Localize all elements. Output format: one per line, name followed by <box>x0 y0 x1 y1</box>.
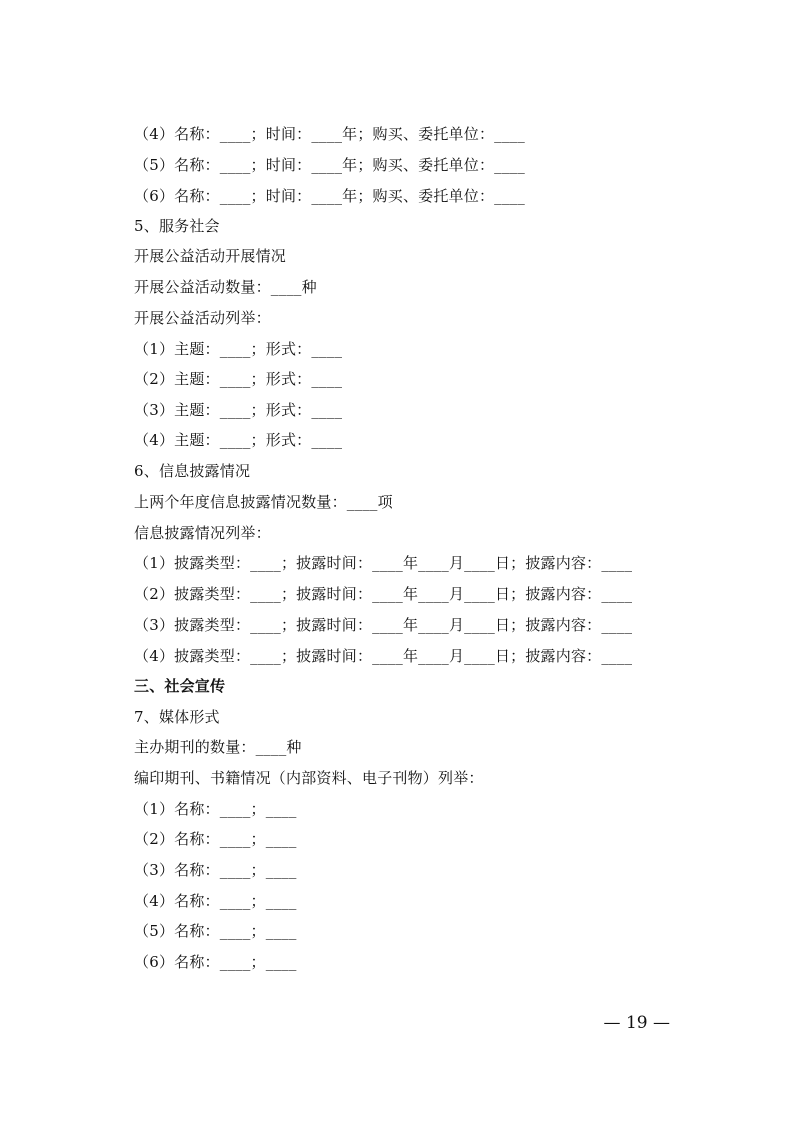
section-5-heading: 5、服务社会 <box>134 217 220 235</box>
public-welfare-item-1: （1）主题：____；形式：____ <box>134 340 343 358</box>
disclosure-count: 上两个年度信息披露情况数量：____项 <box>134 493 393 511</box>
public-welfare-item-3: （3）主题：____；形式：____ <box>134 401 343 419</box>
disclosure-item-4: （4）披露类型：____；披露时间：____年____月____日；披露内容：____ <box>134 647 633 665</box>
section-6-heading: 6、信息披露情况 <box>134 462 251 480</box>
public-welfare-count: 开展公益活动数量：____种 <box>134 278 317 296</box>
publication-item-1: （1）名称：____；____ <box>134 800 297 818</box>
publication-item-2: （2）名称：____；____ <box>134 830 297 848</box>
disclosure-item-2: （2）披露类型：____；披露时间：____年____月____日；披露内容：____ <box>134 585 633 603</box>
publication-item-5: （5）名称：____；____ <box>134 922 297 940</box>
publication-item-6: （6）名称：____；____ <box>134 953 297 971</box>
public-welfare-list-label: 开展公益活动列举： <box>134 309 271 327</box>
publication-item-4: （4）名称：____；____ <box>134 892 297 910</box>
page-number: — 19 — <box>603 1013 670 1033</box>
purchase-item-5: （5）名称：____；时间：____年；购买、委托单位：____ <box>134 156 525 174</box>
public-welfare-status-label: 开展公益活动开展情况 <box>134 247 287 265</box>
purchase-item-4: （4）名称：____；时间：____年；购买、委托单位：____ <box>134 125 525 143</box>
disclosure-list-label: 信息披露情况列举： <box>134 524 271 542</box>
disclosure-item-1: （1）披露类型：____；披露时间：____年____月____日；披露内容：____ <box>134 554 633 572</box>
public-welfare-item-4: （4）主题：____；形式：____ <box>134 431 343 449</box>
public-welfare-item-2: （2）主题：____；形式：____ <box>134 370 343 388</box>
disclosure-item-3: （3）披露类型：____；披露时间：____年____月____日；披露内容：____ <box>134 616 633 634</box>
periodical-count: 主办期刊的数量：____种 <box>134 738 302 756</box>
publications-list-label: 编印期刊、书籍情况（内部资料、电子刊物）列举： <box>134 769 484 787</box>
purchase-item-6: （6）名称：____；时间：____年；购买、委托单位：____ <box>134 187 525 205</box>
publication-item-3: （3）名称：____；____ <box>134 861 297 879</box>
section-7-heading: 7、媒体形式 <box>134 708 220 726</box>
section-three-heading: 三、社会宣传 <box>134 677 226 695</box>
